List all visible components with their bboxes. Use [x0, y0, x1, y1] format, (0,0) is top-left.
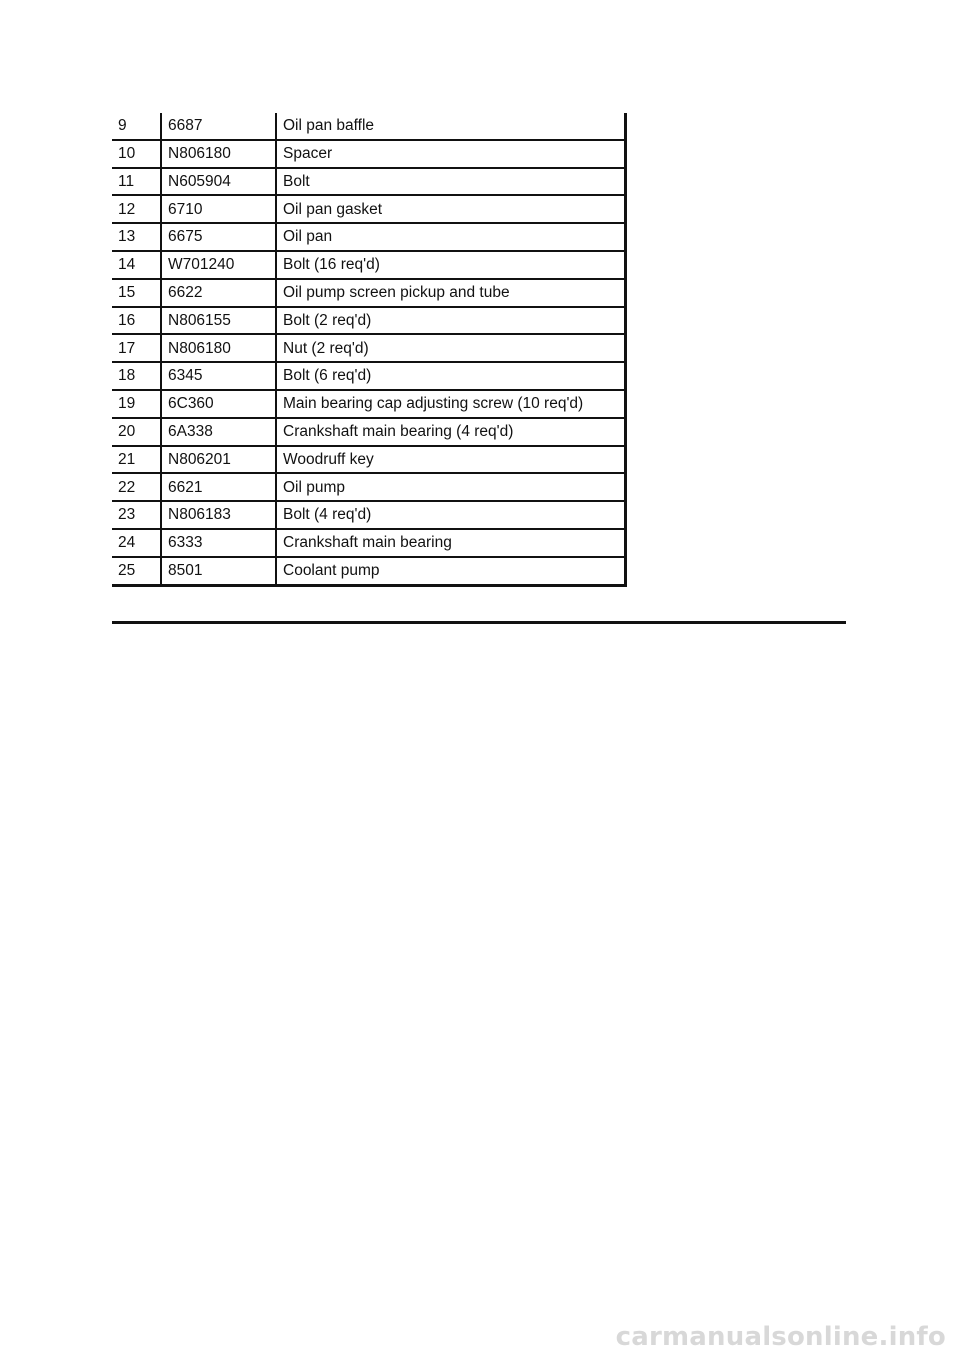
description-cell: Bolt (4 req'd) [276, 501, 626, 529]
table-row [112, 446, 626, 474]
part-number-cell: N605904 [161, 168, 276, 196]
part-number-cell: 6622 [161, 279, 276, 307]
item-number-cell: 20 [112, 418, 161, 446]
part-number-cell: 6C360 [161, 390, 276, 418]
item-number-cell: 11 [112, 168, 161, 196]
parts-table [112, 113, 627, 587]
section-divider [112, 621, 846, 624]
part-number-cell: 8501 [161, 557, 276, 585]
part-number-cell: 6A338 [161, 418, 276, 446]
table-row [112, 473, 626, 501]
description-cell: Main bearing cap adjusting screw (10 req'd) [276, 390, 626, 418]
description-cell: Oil pump screen pickup and tube [276, 279, 626, 307]
part-number-cell: 6675 [161, 223, 276, 251]
item-number-cell: 22 [112, 473, 161, 501]
description-cell: Oil pump [276, 473, 626, 501]
item-number-cell: 10 [112, 140, 161, 168]
item-number-cell: 18 [112, 362, 161, 390]
table-row [112, 168, 626, 196]
item-number-cell: 19 [112, 390, 161, 418]
description-cell: Bolt (2 req'd) [276, 307, 626, 335]
description-cell: Bolt (6 req'd) [276, 362, 626, 390]
part-number-cell: 6687 [161, 113, 276, 140]
table-row [112, 390, 626, 418]
description-cell: Woodruff key [276, 446, 626, 474]
part-number-cell: 6345 [161, 362, 276, 390]
part-number-cell: N806180 [161, 140, 276, 168]
part-number-cell: 6621 [161, 473, 276, 501]
item-number-cell: 25 [112, 557, 161, 585]
description-cell: Crankshaft main bearing (4 req'd) [276, 418, 626, 446]
description-cell: Oil pan [276, 223, 626, 251]
description-cell: Bolt [276, 168, 626, 196]
table-row [112, 251, 626, 279]
item-number-cell: 12 [112, 195, 161, 223]
item-number-cell: 17 [112, 334, 161, 362]
part-number-cell: N806180 [161, 334, 276, 362]
description-cell: Oil pan gasket [276, 195, 626, 223]
item-number-cell: 9 [112, 113, 161, 140]
table-row [112, 529, 626, 557]
watermark-text: carmanualsonline.info [615, 1322, 946, 1352]
part-number-cell: W701240 [161, 251, 276, 279]
table-row [112, 223, 626, 251]
table-row [112, 113, 626, 140]
part-number-cell: N806183 [161, 501, 276, 529]
item-number-cell: 13 [112, 223, 161, 251]
table-row [112, 334, 626, 362]
item-number-cell: 21 [112, 446, 161, 474]
table-row [112, 557, 626, 585]
table-row [112, 140, 626, 168]
description-cell: Spacer [276, 140, 626, 168]
table-row [112, 307, 626, 335]
item-number-cell: 24 [112, 529, 161, 557]
table-row [112, 362, 626, 390]
part-number-cell: N806155 [161, 307, 276, 335]
table-row [112, 501, 626, 529]
description-cell: Bolt (16 req'd) [276, 251, 626, 279]
part-number-cell: 6333 [161, 529, 276, 557]
table-row [112, 418, 626, 446]
description-cell: Crankshaft main bearing [276, 529, 626, 557]
table-row [112, 279, 626, 307]
table-row [112, 195, 626, 223]
description-cell: Oil pan baffle [276, 113, 626, 140]
item-number-cell: 23 [112, 501, 161, 529]
description-cell: Nut (2 req'd) [276, 334, 626, 362]
part-number-cell: N806201 [161, 446, 276, 474]
item-number-cell: 14 [112, 251, 161, 279]
description-cell: Coolant pump [276, 557, 626, 585]
part-number-cell: 6710 [161, 195, 276, 223]
parts-table-body [112, 113, 626, 585]
item-number-cell: 15 [112, 279, 161, 307]
item-number-cell: 16 [112, 307, 161, 335]
